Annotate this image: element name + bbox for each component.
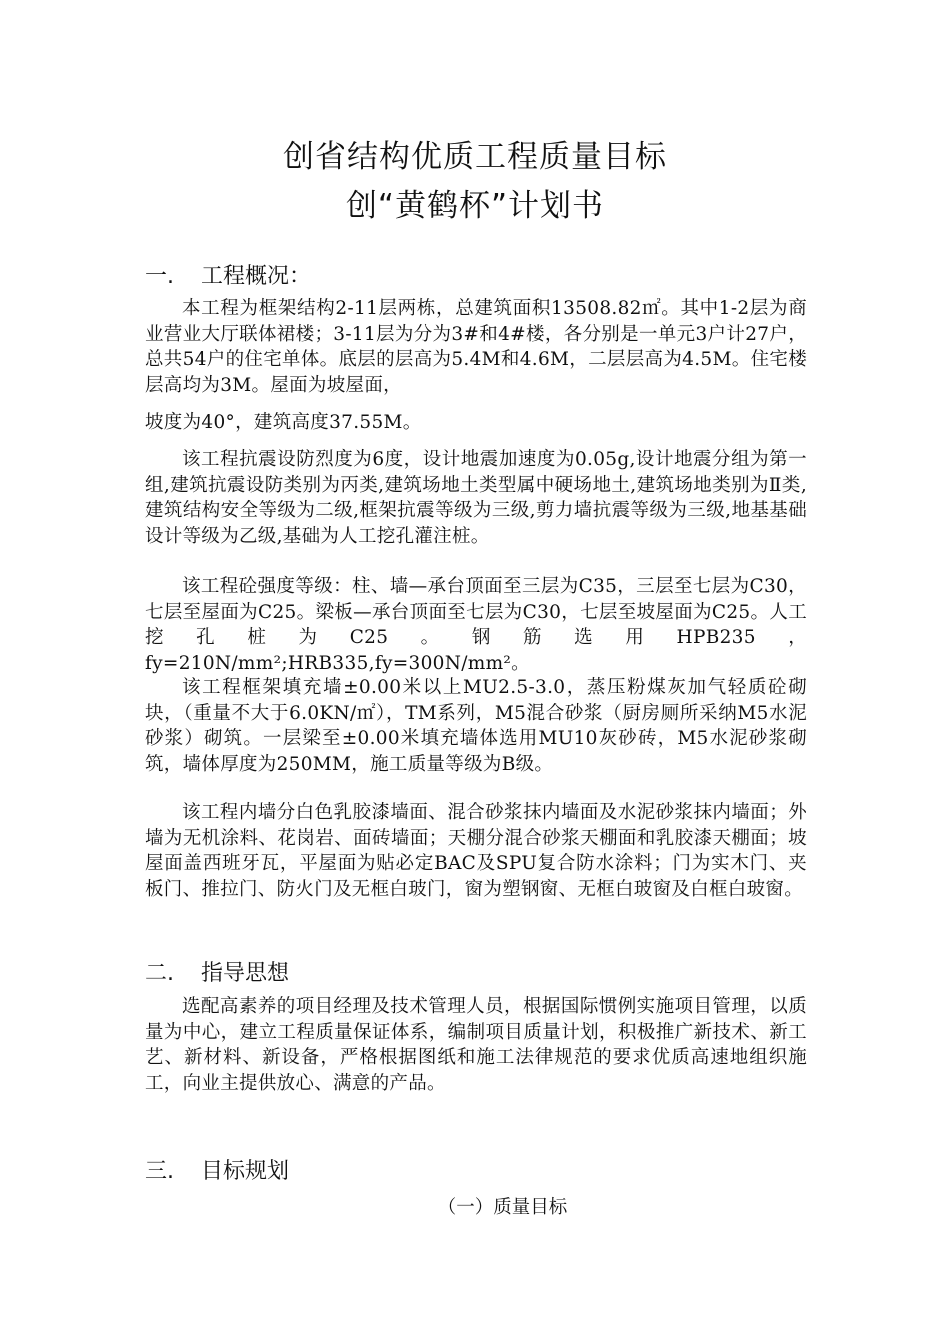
paragraph-overview-1: 本工程为框架结构2-11层两栋，总建筑面积13508.82㎡。其中1-2层为商业营业大厅联体裙楼；3-11层为分为3#和4#楼，各分别是一单元3户计27户，总共54户的住宅单体。底层的层高为5.4M和4.6M，二层层高为4.5M。住宅楼层高均为3M。屋面为坡屋面， xyxy=(145,298,807,396)
paragraph-seismic: 该工程抗震设防烈度为6度，设计地震加速度为0.05g,设计地震分组为第一组,建筑抗震设防类别为丙类,建筑场地土类型属中硬场地土,建筑场地类别为Ⅱ类,建筑结构安全等级为二级,框架抗震等级为三级,剪力墙抗震等级为三级,地基基础设计等级为乙级,基础为人工挖孔灌注桩。 xyxy=(145,449,807,547)
section-heading-overview xyxy=(145,259,311,290)
paragraph-infill-wall: 该工程框架填充墙±0.00米以上MU2.5-3.0，蒸压粉煤灰加气轻质砼砌块，（重量不大于6.0KN/㎡），TM系列，M5混合砂浆（厨房厕所采纳M5水泥砂浆）砌筑。一层梁至±0.00米填充墙体选用MU10灰砂砖，M5水泥砂浆砌筑，墙体厚度为250MM，施工质量等级为B级。 xyxy=(145,677,807,775)
subsection-heading-quality-goal: （一）质量目标 xyxy=(437,1197,568,1218)
document-title: 创省结构优质工程质量目标 xyxy=(283,139,667,175)
section-title: 工程概况： xyxy=(201,264,312,289)
section-number: 二. xyxy=(145,961,174,986)
section-title: 目标规划 xyxy=(201,1159,290,1184)
paragraph-overview-1-continued: 坡度为40°，建筑高度37.55M。 xyxy=(145,412,422,433)
paragraph-concrete-strength: 该工程砼强度等级：柱、墙—承台顶面至三层为C35，三层至七层为C30，七层至屋面为C25。梁板—承台顶面至七层为C30，七层至坡屋面为C25。人工挖孔桩为C25。钢筋选用HPB235，fy=210N/mm²;HRB335,fy=300N/mm²。 xyxy=(145,576,807,674)
section-heading-guiding-principle xyxy=(145,956,289,987)
section-heading-goal-planning xyxy=(145,1154,289,1185)
document-subtitle: 创“黄鹤杯”计划书 xyxy=(345,188,605,224)
section-number: 一. xyxy=(145,264,174,289)
section-number: 三. xyxy=(145,1159,174,1184)
section-title: 指导思想 xyxy=(201,961,290,986)
paragraph-guiding-principle: 选配高素养的项目经理及技术管理人员，根据国际惯例实施项目管理，以质量为中心，建立工程质量保证体系，编制项目质量计划，积极推广新技术、新工艺、新材料、新设备，严格根据图纸和施工法律规范的要求优质高速地组织施工，向业主提供放心、满意的产品。 xyxy=(145,996,807,1094)
paragraph-finishes: 该工程内墙分白色乳胶漆墙面、混合砂浆抹内墙面及水泥砂浆抹内墙面；外墙为无机涂料、花岗岩、面砖墙面；天棚分混合砂浆天棚面和乳胶漆天棚面；坡屋面盖西班牙瓦，平屋面为贴必定BAC及SPU复合防水涂料；门为实木门、夹板门、推拉门、防火门及无框白玻门，窗为塑钢窗、无框白玻窗及白框白玻窗。 xyxy=(145,802,807,900)
